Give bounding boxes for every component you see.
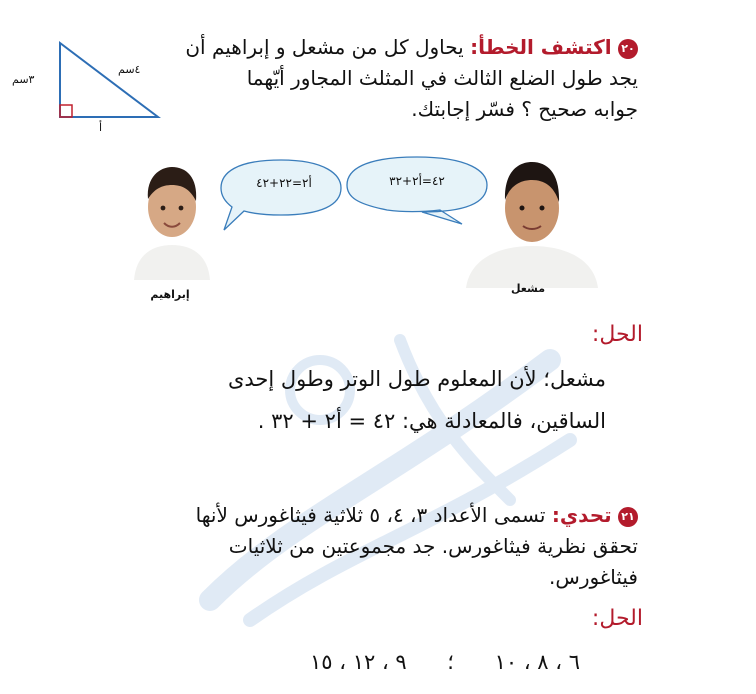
name-label-ibrahim: إبراهيم <box>150 288 190 301</box>
name-label-mishal: مشعل <box>510 282 546 295</box>
triangle-side-left-label: ٣سم <box>12 73 35 86</box>
avatar-mishal <box>460 160 604 288</box>
bubble-right-text: ٤٢=أ٢+٣٢ <box>389 174 445 188</box>
pythagorean-triple-1: ٦ ، ٨ ، ١٠ <box>494 650 580 674</box>
answer-separator: ؛ <box>447 650 454 674</box>
speech-bubble-left <box>216 155 346 235</box>
problem-21 <box>78 500 638 593</box>
solution-1-line2: الساقين، فالمعادلة هي: ٤٢ = أ٢ + ٣٢ . <box>257 409 606 433</box>
triangle-side-bottom-label: أ <box>99 121 103 134</box>
problem-20 <box>138 32 638 125</box>
avatar-ibrahim <box>124 165 220 280</box>
bubble-left-text: أ٢=٢٢+٤٢ <box>256 176 312 190</box>
pythagorean-triple-2: ٩ ، ١٢ ، ١٥ <box>310 650 407 674</box>
problem-21-line3: فيثاغورس. <box>549 565 638 589</box>
solution-1-line1: مشعل؛ لأن المعلوم طول الوتر وطول إحدى <box>227 367 606 391</box>
problem-heading: اكتشف الخطأ: <box>470 35 612 59</box>
problem-heading: تحدي: <box>551 503 612 527</box>
problem-20-line3: جوابه صحيح ؟ فسّر إجابتك. <box>411 97 638 121</box>
problem-21-line2: تحقق نظرية فيثاغورس. جد مجموعتين من ثلاثيات <box>228 534 638 558</box>
problem-20-line2: يجد طول الضلع الثالث في المثلث المجاور أيّهما <box>246 66 638 90</box>
problem-21-line1 <box>78 500 638 531</box>
solution-2-answer <box>310 650 580 674</box>
problem-number-badge: ٢١ <box>618 507 638 527</box>
solution-2-label: الحل: <box>591 606 643 631</box>
problem-number-badge: ٢٠ <box>618 39 638 59</box>
triangle-side-hyp-label: ٤سم <box>118 63 141 76</box>
solution-1-label: الحل: <box>591 322 643 347</box>
right-triangle-figure <box>20 35 170 135</box>
problem-text: يحاول كل من مشعل و إبراهيم أن <box>185 35 471 59</box>
problem-text: تسمى الأعداد ٣، ٤، ٥ ثلاثية فيثاغورس لأنها <box>195 503 552 527</box>
problem-20-line1 <box>138 32 638 63</box>
